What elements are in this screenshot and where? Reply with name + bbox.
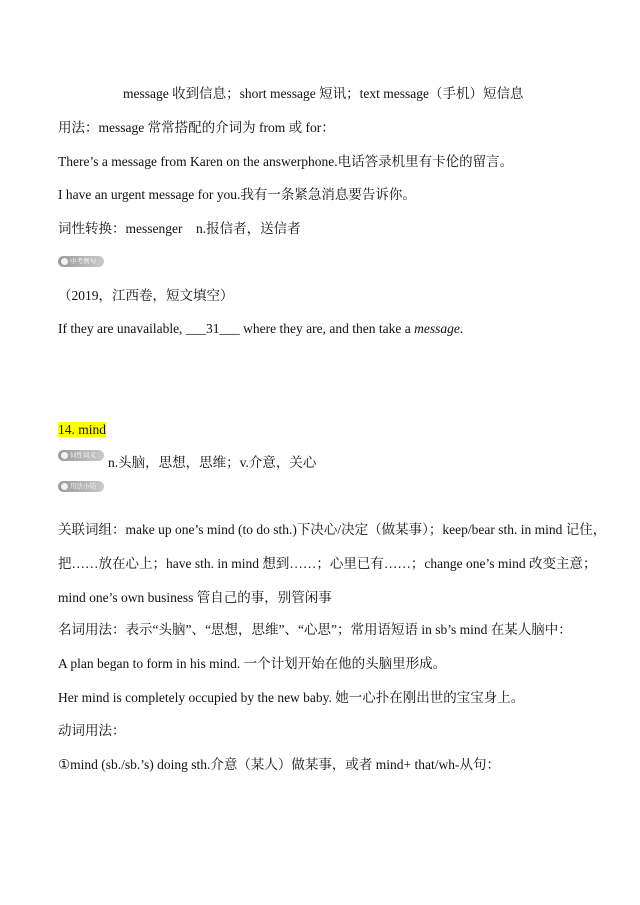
- section-title: 14. mind: [58, 422, 107, 437]
- exam-question-end: .: [459, 321, 464, 336]
- word-form-line: 词性转换：messenger n.报信者，送信者: [58, 221, 301, 236]
- phrase-line: 把……放在心上；have sth. in mind 想到……；心里已有……；change one’s mind 改变主意；: [58, 556, 597, 571]
- usage-line: 用法：message 常常搭配的介词为 from 或 for：: [58, 120, 335, 135]
- verb-usage-line: ①mind (sb./sb.’s) doing sth.介意（某人）做某事，或者 mind+ that/wh-从句：: [58, 757, 500, 772]
- part-of-speech-badge: 词性词义: [58, 450, 104, 461]
- exam-keyword: message: [414, 321, 460, 336]
- exam-question: [58, 320, 463, 338]
- verb-usage-heading: 动词用法：: [58, 723, 126, 738]
- example-sentence: There’s a message from Karen on the answerphone.电话答录机里有卡伦的留言。: [58, 154, 514, 169]
- example-sentence: I have an urgent message for you.我有一条紧急消息要告诉你。: [58, 187, 416, 202]
- exam-question-text: If they are unavailable, ___31___ where they are, and then take a: [58, 321, 415, 336]
- exam-source: （2019，江西卷，短文填空）: [58, 288, 234, 303]
- definition-line: message 收到信息；short message 短讯；text message（手机）短信息: [123, 86, 524, 101]
- phrase-line: 关联词组：make up one’s mind (to do sth.)下决心/决定（做某事）；keep/bear sth. in mind 记住，: [58, 522, 607, 537]
- noun-usage-line: 名词用法：表示“头脑”、“思想，思维”、“心思”；常用语短语 in sb’s mind 在某人脑中：: [58, 622, 572, 637]
- phrase-line: mind one’s own business 管自己的事，别管闲事: [58, 590, 332, 605]
- example-sentence: A plan began to form in his mind. 一个计划开始在他的头脑里形成。: [58, 656, 447, 671]
- usage-summary-badge: 用法小结: [58, 481, 104, 492]
- example-sentence: Her mind is completely occupied by the new baby. 她一心扑在刚出世的宝宝身上。: [58, 690, 525, 705]
- section-heading: [58, 421, 106, 439]
- exam-example-badge: 中考例句: [58, 256, 104, 267]
- meaning-line: n.头脑，思想，思维；v.介意，关心: [108, 455, 317, 470]
